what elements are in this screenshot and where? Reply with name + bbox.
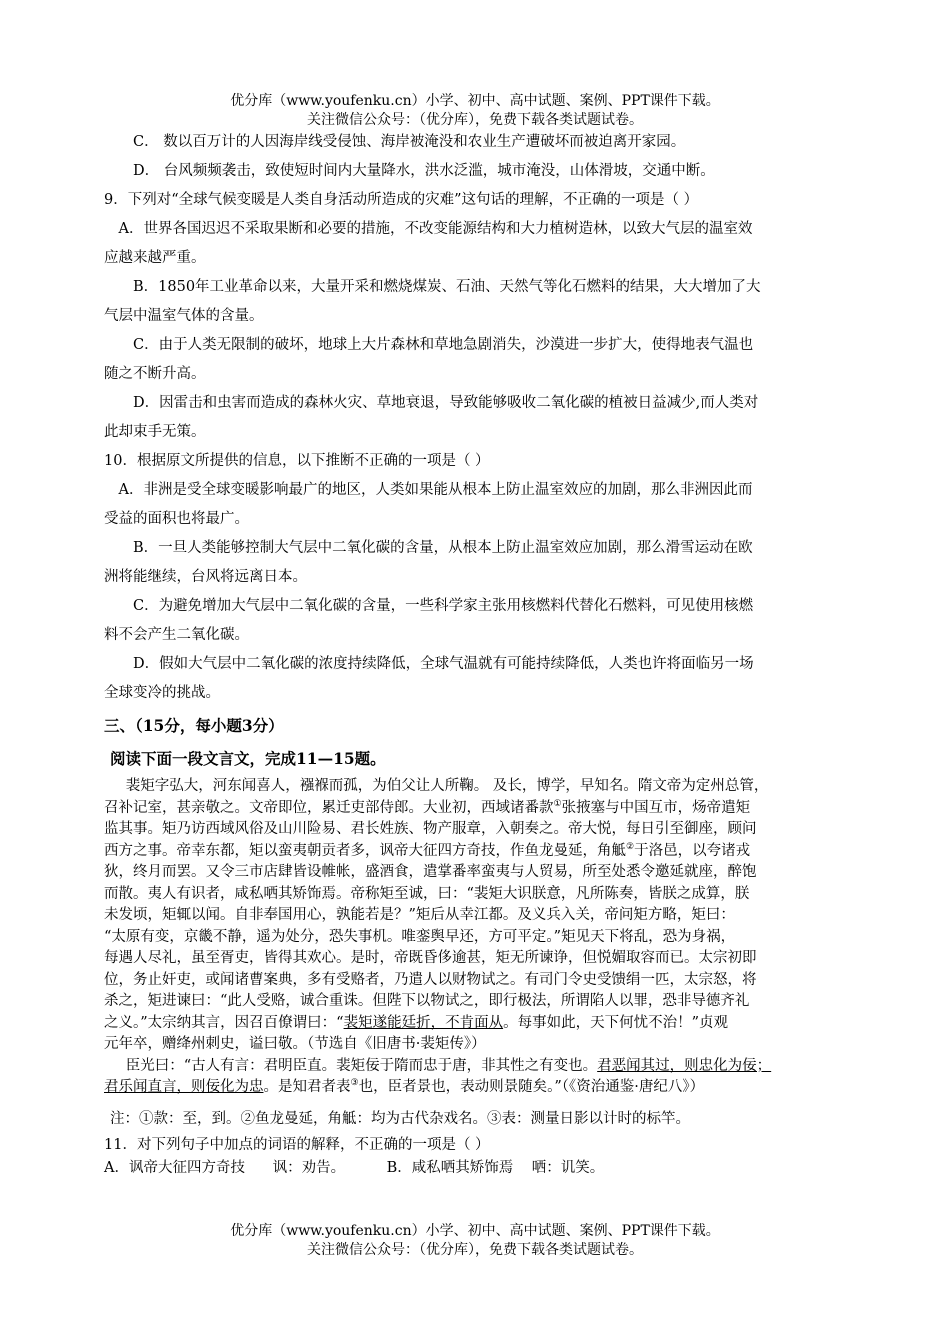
underlined-sentence: 君恶闻其过，则忠化为佞； xyxy=(597,1057,772,1074)
passage-line: “太原有变，京畿不静，遥为处分，恐失事机。唯銮舆早还，方可平定。”矩见天下将乱，恐为身祸， xyxy=(104,928,736,945)
q9-option-b: B．1850年工业革命以来，大量开采和燃烧煤炭、石油、天然气等化石燃料的结果，大大增加了大 xyxy=(133,279,761,295)
passage-line: 召补记室，甚亲敬之。文帝即位，累迁吏部侍郎。大业初，西域诸番款①张掖塞与中国互市，炀帝遣矩 xyxy=(104,798,751,816)
header-line-1: 优分库（www.youfenku.cn）小学、初中、高中试题、案例、PPT课件下载。 xyxy=(230,93,720,109)
passage-line: 狄，终月而罢。又令三市店肆皆设帷帐，盛酒食，遣掌番率蛮夷与人贸易，所至处悉令邀延就座，醉饱 xyxy=(104,864,757,880)
passage-line: 君乐闻直言，则佞化为忠。是知君者表③也，臣者景也，表动则景随矣。”（《资治通鉴·唐纪八》） xyxy=(104,1078,705,1095)
q9-stem: 9．下列对“全球气候变暖是人类自身活动所造成的灾难”这句话的理解，不正确的一项是（ ） xyxy=(104,192,699,208)
q9-option-d: D．因雷击和虫害而造成的森林火灾、草地衰退，导致能够吸收二氧化碳的植被日益减少,而人类对 xyxy=(133,395,759,411)
passage-line: 杀之，矩进谏曰：“此人受赂，诚合重诛。但陛下以物试之，即行极法，所谓陷人以罪，恐非导德齐礼 xyxy=(104,993,750,1009)
q9-option-c: C．由于人类无限制的破坏，地球上大片森林和草地急剧消失，沙漠进一步扩大，使得地表气温也 xyxy=(133,337,754,353)
q9-option-b-cont: 气层中温室气体的含量。 xyxy=(104,308,264,324)
footnote-marker: ② xyxy=(626,841,635,852)
q10-option-a: A．非洲是受全球变暖影响最广的地区，人类如果能从根本上防止温室效应的加剧，那么非洲因此而 xyxy=(118,482,753,498)
q9-option-c-cont: 随之不断升高。 xyxy=(104,366,206,382)
q10-option-b: B．一旦人类能够控制大气层中二氧化碳的含量，从根本上防止温室效应加剧，那么滑雪运动在欧 xyxy=(133,540,753,556)
passage-line: 元年卒，赠绛州刺史，谥曰敬。（节选自《旧唐书·裴矩传》） xyxy=(104,1036,486,1052)
passage-line: 而散。夷人有识者，咸私哂其矫饰焉。帝称矩至诚，曰：“裴矩大识朕意，凡所陈奏，皆朕之成算，朕 xyxy=(104,885,750,902)
q11-stem: 11．对下列句子中加点的词语的解释，不正确的一项是（ ） xyxy=(104,1136,490,1153)
underlined-sentence: 君乐闻直言，则佞化为忠 xyxy=(104,1079,264,1095)
q10-option-c: C．为避免增加大气层中二氧化碳的含量，一些科学家主张用核燃料代替化石燃料，可见使用核燃 xyxy=(133,598,754,614)
footer-line-2: 关注微信公众号：（优分库），免费下载各类试题试卷。 xyxy=(307,1242,643,1258)
q10-option-c-cont: 料不会产生二氧化碳。 xyxy=(104,627,249,643)
underlined-sentence: 裴矩遂能廷折，不肯面从 xyxy=(343,1014,504,1031)
q9-option-d-cont: 此却束手无策。 xyxy=(104,424,206,440)
header-line-2: 关注微信公众号：（优分库），免费下载各类试题试卷。 xyxy=(307,112,643,128)
q10-option-d-cont: 全球变冷的挑战。 xyxy=(104,685,220,701)
passage-line: 之义。”太宗纳其言，因召百僚谓曰：“裴矩遂能廷折，不肯面从。每事如此，天下何忧不治！”贞观 xyxy=(104,1014,728,1031)
classical-passage xyxy=(104,776,860,1099)
passage-line: 监其事。矩乃访西域风俗及山川险易、君长姓族、物产服章，入朝奏之。帝大悦，每日引至御座，顾问 xyxy=(104,821,757,837)
footer-line-1: 优分库（www.youfenku.cn）小学、初中、高中试题、案例、PPT课件下载。 xyxy=(230,1223,720,1239)
option-d-prev: D． 台风频频袭击，致使短时间内大量降水，洪水泛滥，城市淹没，山体滑坡，交通中断。 xyxy=(133,163,715,179)
footnotes: 注：①款：至，到。②鱼龙曼延，角觝：均为古代杂戏名。③表：测量日影以计时的标竿。 xyxy=(110,1110,690,1127)
page-body xyxy=(104,128,860,1179)
page-header xyxy=(0,92,950,130)
passage-line: 未发顷，矩辄以闻。自非奉国用心，孰能若是？”矩后从幸江都。及义兵入关，帝问矩方略，矩曰： xyxy=(104,907,735,923)
footnote-marker: ① xyxy=(553,798,562,809)
section-3-instruction: 阅读下面一段文言文，完成11—15题。 xyxy=(110,749,386,768)
footnote-marker: ③ xyxy=(350,1078,359,1089)
passage-line: 每遇人尽礼，虽至胥吏，皆得其欢心。是时，帝既昏侈逾甚，矩无所谏诤，但悦媚取容而已。太宗初即 xyxy=(104,950,757,966)
q10-option-d: D．假如大气层中二氧化碳的浓度持续降低，全球气温就有可能持续降低，人类也许将面临另一场 xyxy=(133,656,754,672)
section-3-title: 三、（15分，每小题3分） xyxy=(104,716,284,735)
passage-line: 臣光曰：“古人有言：君明臣直。裴矩佞于隋而忠于唐，非其性之有变也。君恶闻其过，则忠化为佞； xyxy=(125,1057,772,1074)
q10-option-b-cont: 洲将能继续，台风将远离日本。 xyxy=(104,569,307,585)
q10-option-a-cont: 受益的面积也将最广。 xyxy=(104,511,249,527)
q9-option-a-cont: 应越来越严重。 xyxy=(104,250,206,266)
passage-line: 裴矩字弘大，河东闻喜人，襁褓而孤，为伯父让人所鞠。 及长，博学，早知名。隋文帝为定州总管， xyxy=(125,778,769,794)
passage-line: 位，务止奸吏，或闻诸曹案典，多有受赂者，乃遣人以财物试之。有司门令史受馈绢一匹，太宗怒，将 xyxy=(104,971,757,988)
option-c-prev: C． 数以百万计的人因海岸线受侵蚀、海岸被淹没和农业生产遭破坏而被迫离开家园。 xyxy=(133,134,686,150)
q11-options: A．讽帝大征四方奇技 讽：劝告。 B．咸私哂其矫饰焉 哂：讥笑。 xyxy=(104,1159,605,1176)
q9-option-a: A．世界各国迟迟不采取果断和必要的措施，不改变能源结构和大力植树造林，以致大气层的温室效 xyxy=(118,221,753,237)
passage-line: 西方之事。帝幸东都，矩以蛮夷朝贡者多，讽帝大征四方奇技，作鱼龙曼延，角觝②于洛邑，以夸诸戎 xyxy=(104,841,751,859)
page-footer xyxy=(0,1222,950,1260)
q10-stem: 10．根据原文所提供的信息，以下推断不正确的一项是（ ） xyxy=(104,453,490,469)
